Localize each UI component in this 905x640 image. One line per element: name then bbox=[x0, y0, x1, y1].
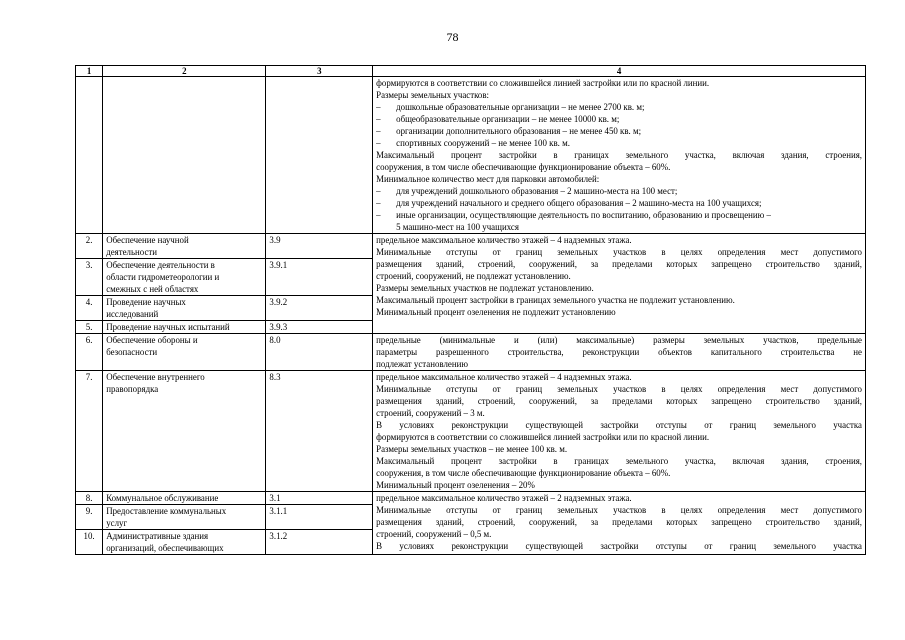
text-line: иные организации, осуществляющие деятельность по воспитанию, образованию и просвещению – bbox=[396, 210, 771, 220]
text-line: подлежат установлению bbox=[376, 359, 468, 369]
text-line: сооружения, в том числе обеспечивающие функционирование объекта – 60%. bbox=[376, 468, 671, 478]
text-line bbox=[376, 113, 862, 125]
text-line: Минимальный процент озеленения не подлежит установлению bbox=[376, 307, 616, 317]
row-number-cell: 8. bbox=[76, 492, 103, 505]
text-line: общеобразовательные организации – не менее 10000 кв. м; bbox=[396, 114, 620, 124]
text-line: дошкольные образовательные организации – не менее 2700 кв. м; bbox=[396, 102, 645, 112]
activity-name-cell bbox=[103, 234, 266, 259]
activity-name-cell bbox=[103, 530, 266, 555]
activity-name-line: безопасности bbox=[106, 347, 158, 357]
table-row bbox=[76, 77, 866, 234]
row-number-cell: 4. bbox=[76, 296, 103, 321]
text-line: для учреждений дошкольного образования – 2 машино-места на 100 мест; bbox=[396, 186, 678, 196]
text-line bbox=[376, 197, 862, 209]
activity-name-line: организаций, обеспечивающих bbox=[106, 543, 224, 553]
activity-name-line: Коммунальное обслуживание bbox=[106, 493, 219, 503]
activity-name-cell bbox=[103, 77, 266, 234]
text-line: строений, сооружений – 0,5 м. bbox=[376, 529, 492, 539]
activity-code-cell: 3.9.1 bbox=[266, 259, 373, 296]
header-col-3: 3 bbox=[266, 66, 373, 77]
activity-name-cell bbox=[103, 492, 266, 505]
bullet-dash: – bbox=[376, 210, 381, 220]
text-line: сооружения, в том числе обеспечивающие функционирование объекта – 60%. bbox=[376, 162, 671, 172]
activity-name-line: Обеспечение внутреннего bbox=[106, 372, 205, 382]
activity-code-cell: 3.9 bbox=[266, 234, 373, 259]
activity-name-line: Проведение научных испытаний bbox=[106, 322, 230, 332]
activity-name-line: Проведение научных bbox=[106, 297, 186, 307]
text-line bbox=[376, 209, 862, 221]
text-line: предельное максимальное количество этажей – 2 надземных этажа. bbox=[376, 493, 632, 503]
activity-name-line: услуг bbox=[106, 518, 128, 528]
activity-name-cell bbox=[103, 334, 266, 371]
text-line: Минимальные отступы от границ земельных участков в целях определения мест допустимого bbox=[376, 247, 862, 257]
activity-code-cell: 8.3 bbox=[266, 371, 373, 492]
activity-name-line: Предоставление коммунальных bbox=[106, 506, 227, 516]
text-line: Максимальный процент застройки в границах земельного участка, включая здания, строения, bbox=[376, 150, 862, 160]
text-line: для учреждений начального и среднего общего образования – 2 машино-места на 100 учащихся; bbox=[396, 198, 762, 208]
text-line: Максимальный процент застройки в границах земельного участка не подлежит установлению. bbox=[376, 295, 735, 305]
bullet-dash: – bbox=[376, 114, 381, 124]
table-row bbox=[76, 234, 866, 259]
text-line: предельное максимальное количество этажей – 4 надземных этажа. bbox=[376, 372, 632, 382]
bullet-dash: – bbox=[376, 138, 381, 148]
text-line: размещения зданий, строений, сооружений, за пределами которых запрещено строительство зданий, bbox=[376, 396, 862, 406]
table-row bbox=[76, 334, 866, 371]
activity-name-line: смежных с ней областях bbox=[106, 284, 199, 294]
parameters-cell bbox=[373, 334, 866, 371]
text-line: Минимальные отступы от границ земельных участков в целях определения мест допустимого bbox=[376, 384, 862, 394]
header-col-1: 1 bbox=[76, 66, 103, 77]
text-line: формируются в соответствии со сложившейся линией застройки или по красной линии. bbox=[376, 78, 710, 88]
text-line: предельные (минимальные и (или) максимальные) размеры земельных участков, предельные bbox=[376, 335, 862, 345]
activity-code-cell: 3.1.1 bbox=[266, 505, 373, 530]
text-line: Минимальные отступы от границ земельных участков в целях определения мест допустимого bbox=[376, 505, 862, 515]
text-line: Минимальный процент озеленения – 20% bbox=[376, 480, 535, 490]
text-line: строений, сооружений – 3 м. bbox=[376, 408, 485, 418]
text-line: предельное максимальное количество этажей – 4 надземных этажа. bbox=[376, 235, 632, 245]
table-row bbox=[76, 492, 866, 505]
row-number-cell: 3. bbox=[76, 259, 103, 296]
activity-name-line: исследований bbox=[106, 309, 159, 319]
bullet-dash: – bbox=[376, 126, 381, 136]
text-line: размещения зданий, строений, сооружений, за пределами которых запрещено строительство зданий, bbox=[376, 259, 862, 269]
text-line bbox=[376, 185, 862, 197]
activity-name-cell bbox=[103, 296, 266, 321]
text-line: Максимальный процент застройки в границах земельного участка, включая здания, строения, bbox=[376, 456, 862, 466]
text-line: организации дополнительного образования – не менее 450 кв. м; bbox=[396, 126, 642, 136]
activity-code-cell: 3.9.2 bbox=[266, 296, 373, 321]
text-line: 5 машино-мест на 100 учащихся bbox=[396, 222, 519, 232]
activity-name-cell bbox=[103, 505, 266, 530]
text-line: Размеры земельных участков: bbox=[376, 90, 490, 100]
text-line: Минимальное количество мест для парковки автомобилей: bbox=[376, 174, 600, 184]
text-line: Размеры земельных участков не подлежат установлению. bbox=[376, 283, 594, 293]
parameters-cell bbox=[373, 371, 866, 492]
activity-code-cell: 3.9.3 bbox=[266, 321, 373, 334]
text-line: спортивных сооружений – не менее 100 кв. м. bbox=[396, 138, 570, 148]
bullet-dash: – bbox=[376, 186, 381, 196]
text-line: В условиях реконструкции существующей застройки отступы от границ земельного участка bbox=[376, 541, 862, 551]
activity-name-line: Обеспечение обороны и bbox=[106, 335, 198, 345]
row-number-cell: 9. bbox=[76, 505, 103, 530]
row-number-cell: 6. bbox=[76, 334, 103, 371]
row-number-cell: 10. bbox=[76, 530, 103, 555]
text-line: формируются в соответствии со сложившейся линией застройки или по красной линии. bbox=[376, 432, 710, 442]
row-number-cell bbox=[76, 77, 103, 234]
text-line: размещения зданий, строений, сооружений, за пределами которых запрещено строительство зданий, bbox=[376, 517, 862, 527]
text-line bbox=[376, 137, 862, 149]
header-col-4: 4 bbox=[373, 66, 866, 77]
page-number: 78 bbox=[446, 30, 459, 44]
text-line: строений, сооружений, не подлежат установлению. bbox=[376, 271, 571, 281]
parameters-cell bbox=[373, 234, 866, 334]
text-line: параметры разрешенного строительства, реконструкции объектов капитального строительства не bbox=[376, 347, 862, 357]
activity-name-line: деятельности bbox=[106, 247, 158, 257]
activity-name-line: Обеспечение деятельности в bbox=[106, 260, 215, 270]
activity-name-line: Обеспечение научной bbox=[106, 235, 189, 245]
row-number-cell: 7. bbox=[76, 371, 103, 492]
activity-code-cell: 8.0 bbox=[266, 334, 373, 371]
text-line bbox=[376, 101, 862, 113]
text-line: В условиях реконструкции существующей застройки отступы от границ земельного участка bbox=[376, 420, 862, 430]
table-header-row bbox=[76, 66, 866, 77]
bullet-dash: – bbox=[376, 198, 381, 208]
activity-code-cell: 3.1.2 bbox=[266, 530, 373, 555]
row-number-cell: 5. bbox=[76, 321, 103, 334]
activity-name-cell bbox=[103, 259, 266, 296]
parameters-cell bbox=[373, 77, 866, 234]
table-row bbox=[76, 371, 866, 492]
text-line bbox=[376, 125, 862, 137]
activity-name-cell bbox=[103, 371, 266, 492]
parameters-cell bbox=[373, 492, 866, 555]
activity-code-cell: 3.1 bbox=[266, 492, 373, 505]
bullet-dash: – bbox=[376, 102, 381, 112]
activity-name-cell bbox=[103, 321, 266, 334]
row-number-cell: 2. bbox=[76, 234, 103, 259]
zoning-table bbox=[75, 65, 866, 555]
activity-name-line: Административные здания bbox=[106, 531, 209, 541]
activity-name-line: правопорядка bbox=[106, 384, 159, 394]
activity-code-cell bbox=[266, 77, 373, 234]
header-col-2: 2 bbox=[103, 66, 266, 77]
activity-name-line: области гидрометеорологии и bbox=[106, 272, 220, 282]
text-line: Размеры земельных участков – не менее 100 кв. м. bbox=[376, 444, 568, 454]
